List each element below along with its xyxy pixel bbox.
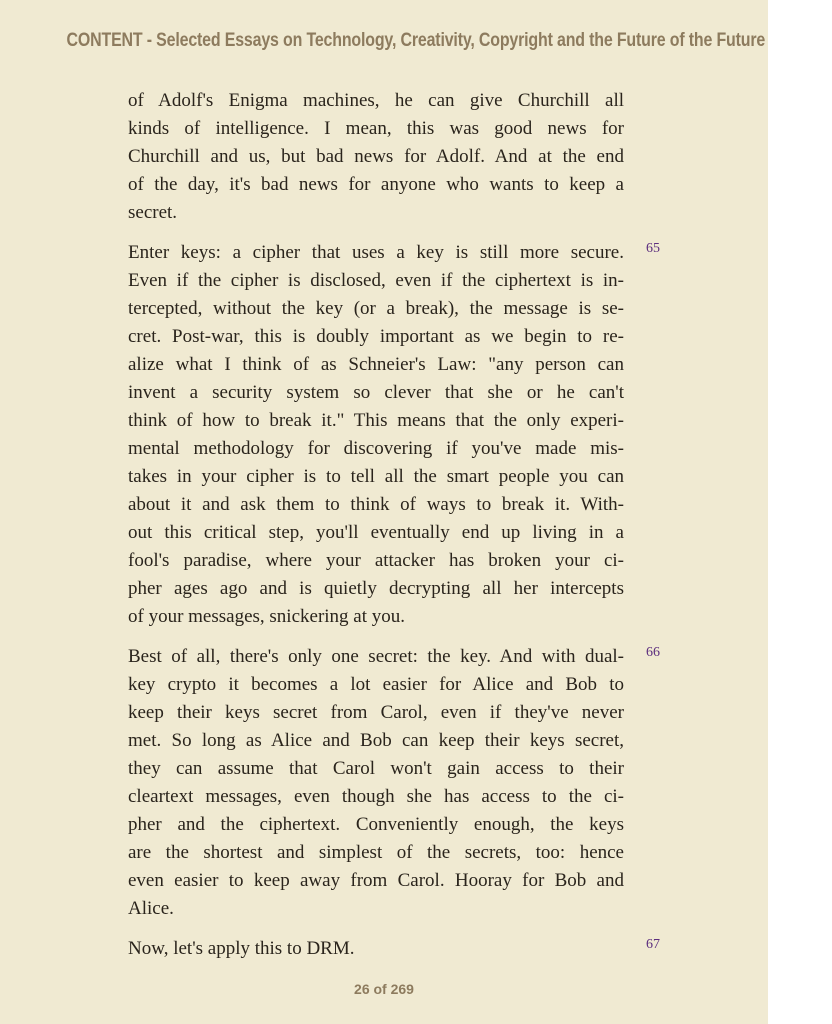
text-line: mental methodology for discovering if you've made mis-: [128, 438, 624, 459]
text-line: invent a security system so clever that she or he can't: [128, 382, 624, 403]
text-line: even easier to keep away from Carol. Hooray for Bob and: [128, 870, 624, 891]
text-line: Now, let's apply this to DRM.: [128, 938, 355, 959]
text-line: Even if the cipher is disclosed, even if the ciphertext is in-: [128, 270, 624, 291]
page-content[interactable]: [128, 87, 624, 959]
text-line: secret.: [128, 202, 178, 223]
text-line: Alice.: [128, 898, 174, 919]
text-line: of the day, it's bad news for anyone who wants to keep a: [128, 174, 624, 195]
paragraph: [128, 935, 624, 963]
text-line: cret. Post-war, this is doubly important as we begin to re-: [128, 326, 624, 347]
text-line: are the shortest and simplest of the secrets, too: hence: [128, 842, 624, 863]
paragraph-number: 65: [646, 241, 660, 256]
text-line: out this critical step, you'll eventually end up living in a: [128, 522, 624, 543]
text-line: met. So long as Alice and Bob can keep their keys secret,: [128, 730, 624, 751]
text-line: pher ages ago and is quietly decrypting all her intercepts: [128, 578, 624, 599]
text-line: key crypto it becomes a lot easier for Alice and Bob to: [128, 674, 624, 695]
text-line: of your messages, snickering at you.: [128, 606, 406, 627]
text-line: fool's paradise, where your attacker has broken your ci-: [128, 550, 624, 571]
book-title-header: [0, 30, 768, 52]
text-line: of Adolf's Enigma machines, he can give Churchill all: [128, 90, 624, 111]
paragraph: [128, 239, 624, 631]
text-line: tercepted, without the key (or a break), the message is se-: [128, 298, 624, 319]
text-line: pher and the ciphertext. Conveniently enough, the keys: [128, 814, 624, 835]
paragraph-number: 66: [646, 645, 660, 660]
paragraph-number: 67: [646, 937, 660, 952]
text-line: kinds of intelligence. I mean, this was good news for: [128, 118, 624, 139]
text-line: cleartext messages, even though she has access to the ci-: [128, 786, 624, 807]
text-line: think of how to break it." This means that the only experi-: [128, 410, 624, 431]
text-line: Best of all, there's only one secret: the key. And with dual-: [128, 646, 624, 667]
text-line: keep their keys secret from Carol, even if they've never: [128, 702, 624, 723]
text-line: Enter keys: a cipher that uses a key is still more secure.: [128, 242, 624, 263]
paragraph: [128, 643, 624, 923]
page-indicator: 26 of 269: [354, 981, 414, 997]
paragraph: [128, 87, 624, 227]
text-line: Churchill and us, but bad news for Adolf. And at the end: [128, 146, 624, 167]
text-line: about it and ask them to think of ways to break it. With-: [128, 494, 624, 515]
text-line: takes in your cipher is to tell all the smart people you can: [128, 466, 624, 487]
text-line: they can assume that Carol won't gain access to their: [128, 758, 624, 779]
book-title: CONTENT - Selected Essays on Technology, Creativity, Copyright and the Future of the Future: [66, 30, 766, 51]
text-line: alize what I think of as Schneier's Law: "any person can: [128, 354, 624, 375]
